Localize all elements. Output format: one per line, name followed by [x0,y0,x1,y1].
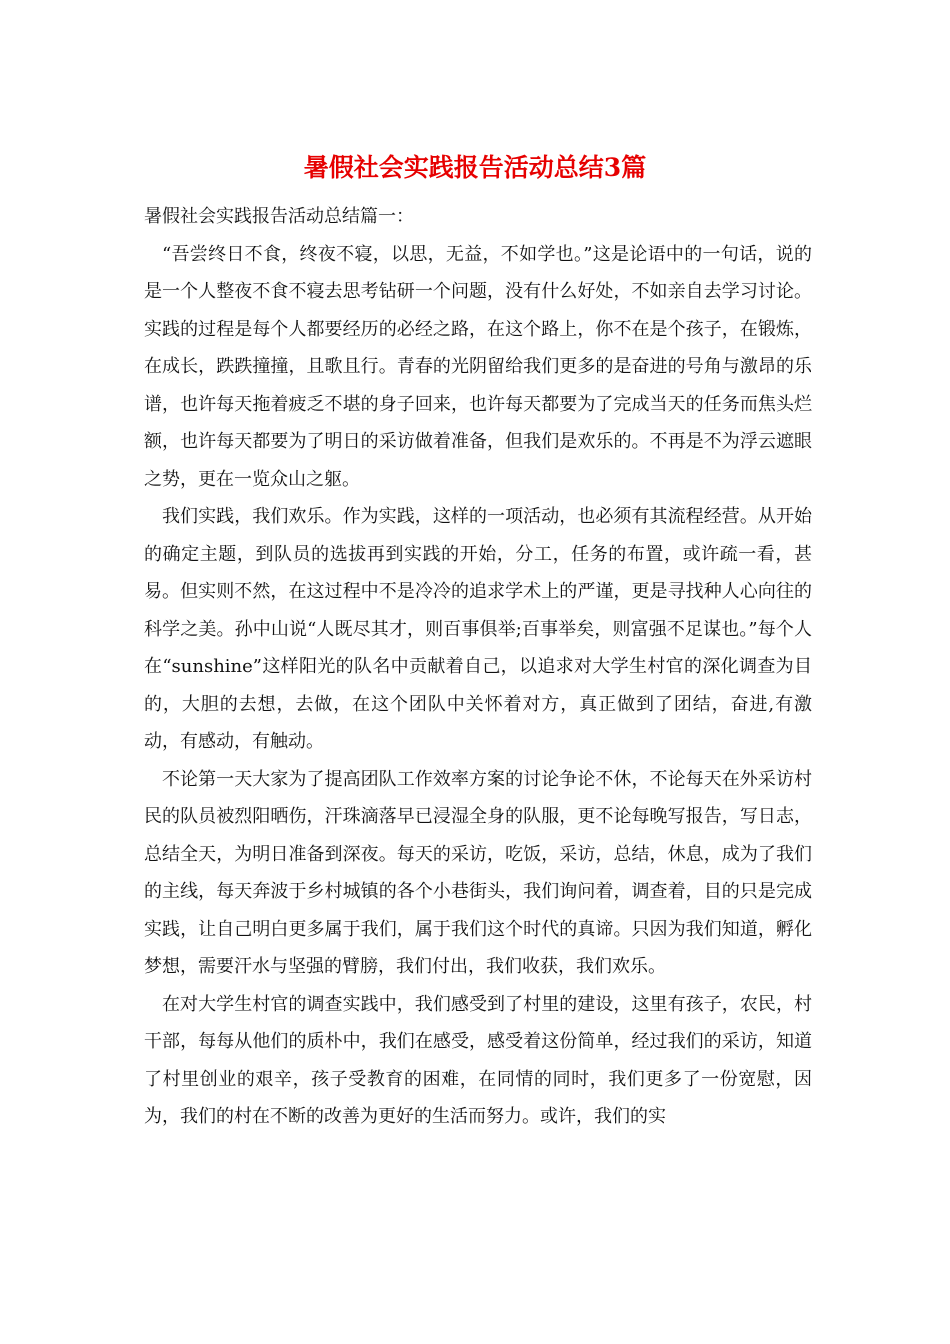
document-title: 暑假社会实践报告活动总结3篇 [303,153,647,182]
document-body [144,198,812,1136]
body-paragraph-4: 在对大学生村官的调查实践中，我们感受到了村里的建设，这里有孩子，农民，村干部，每每从他们的质朴中，我们在感受，感受着这份简单，经过我们的采访，知道了村里创业的艰辛，孩子受教育的困难，在同情的同时，我们更多了一份宽慰，因为，我们的村在不断的改善为更好的生活而努力。或许，我们的实 [144,993,812,1127]
section-subheading: 暑假社会实践报告活动总结篇一： [144,206,414,227]
body-paragraph-3: 不论第一天大家为了提高团队工作效率方案的讨论争论不休，不论每天在外采访村民的队员被烈阳晒伤，汗珠滴落早已浸湿全身的队服，更不论每晚写报告，写日志，总结全天，为明日准备到深夜。每天的采访，吃饭，采访，总结，休息，成为了我们的主线，每天奔波于乡村城镇的各个小巷街头，我们询问着，调查着，目的只是完成实践，让自己明白更多属于我们，属于我们这个时代的真谛。只因为我们知道，孵化梦想，需要汗水与坚强的臂膀，我们付出，我们收获，我们欢乐。 [144,768,812,977]
body-paragraph-1: “吾尝终日不食，终夜不寝，以思，无益，不如学也。”这是论语中的一句话，说的是一个人整夜不食不寝去思考钻研一个问题，没有什么好处，不如亲自去学习讨论。实践的过程是每个人都要经历的必经之路，在这个路上，你不在是个孩子，在锻炼，在成长，跌跌撞撞，且歌且行。青春的光阴留给我们更多的是奋进的号角与激昂的乐谱，也许每天拖着疲乏不堪的身子回来，也许每天都要为了完成当天的任务而焦头烂额，也许每天都要为了明日的采访做着准备，但我们是欢乐的。不再是不为浮云遮眼之势，更在一览众山之躯。 [144,243,812,490]
body-paragraph-2: 我们实践，我们欢乐。作为实践，这样的一项活动，也必须有其流程经营。从开始的确定主题，到队员的选拔再到实践的开始，分工，任务的布置，或许疏一看，甚易。但实则不然，在这过程中不是冷冷的追求学术上的严谨，更是寻找种人心向往的科学之美。孙中山说“人既尽其才，则百事俱举;百事举矣，则富强不足谋也。”每个人在“sunshine”这样阳光的队名中贡献着自己，以追求对大学生村官的深化调查为目的，大胆的去想，去做，在这个团队中关怀着对方，真正做到了团结，奋进,有激动，有感动，有触动。 [144,506,812,752]
